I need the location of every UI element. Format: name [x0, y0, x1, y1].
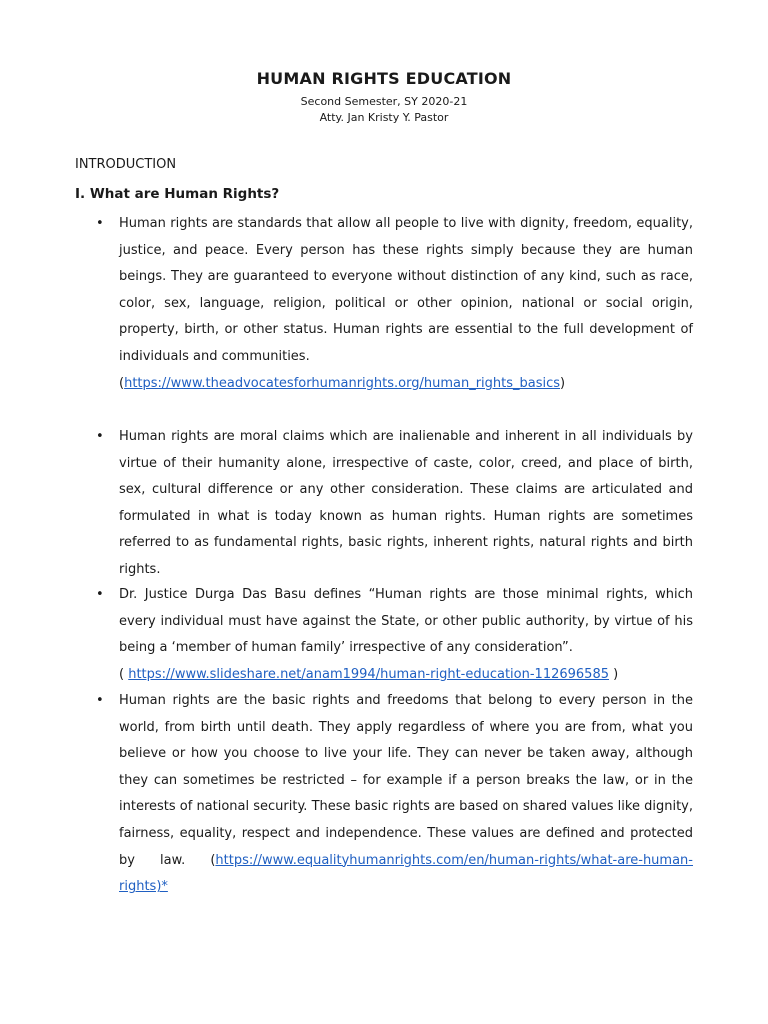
document-title: HUMAN RIGHTS EDUCATION	[256, 69, 512, 88]
link-open-paren: (	[119, 666, 129, 682]
list-item	[119, 211, 693, 397]
link-open-paren: (	[119, 375, 125, 391]
section-heading: INTRODUCTION	[75, 157, 177, 172]
list-item	[119, 688, 693, 901]
link-close-paren: )	[560, 375, 566, 391]
bullet-text: Human rights are standards that allow all people to live with dignity, freedom, equality, justice, and peace. Every person has these rights simply because they are human beings. They are guaranteed to everyone without distinction of any kind, such as race, color, sex, language, religion, political or other opinion, national or social origin, property, birth, or other status. Human rights are essential to the full development of individuals and communities.	[119, 216, 693, 364]
link-close-paren: )	[609, 666, 619, 682]
bullet-text: Human rights are moral claims which are inalienable and inherent in all individuals by virtue of their humanity alone, irrespective of caste, color, creed, and place of birth, sex, cultural difference or any other consideration. These claims are articulated and formulated in what is today known as human rights. Human rights are sometimes referred to as fundamental rights, basic rights, inherent rights, natural rights and birth rights.	[119, 429, 693, 577]
list-item	[119, 424, 693, 584]
document-author: Atty. Jan Kristy Y. Pastor	[319, 111, 449, 124]
link-open-paren: (	[185, 852, 216, 868]
bullet-text: Human rights are the basic rights and freedoms that belong to every person in the world, from birth until death. They apply regardless of where you are from, what you believe or how you choose to live your life. They can never be taken away, although they can sometimes be restricted – for example if a person breaks the law, or in the interests of national security. These basic rights are based on shared values like dignity, fairness, equality, respect and independence. These values are defined and protected by law.	[119, 693, 693, 868]
source-link[interactable]: https://www.equalityhumanrights.com/en/human-rights/what-are-human-rights)*	[119, 852, 693, 895]
bullet-text: Dr. Justice Durga Das Basu defines “Human rights are those minimal rights, which every individual must have against the State, or other public authority, by virtue of his being a ‘member of human family’ irrespective of any consideration”.	[119, 587, 693, 656]
document-subtitle: Second Semester, SY 2020-21	[300, 95, 468, 108]
list-item	[119, 582, 693, 688]
source-link[interactable]: https://www.slideshare.net/anam1994/human-right-education-112696585	[128, 666, 609, 682]
source-link[interactable]: https://www.theadvocatesforhumanrights.org/human_rights_basics	[124, 375, 561, 391]
question-heading: I. What are Human Rights?	[75, 186, 280, 202]
